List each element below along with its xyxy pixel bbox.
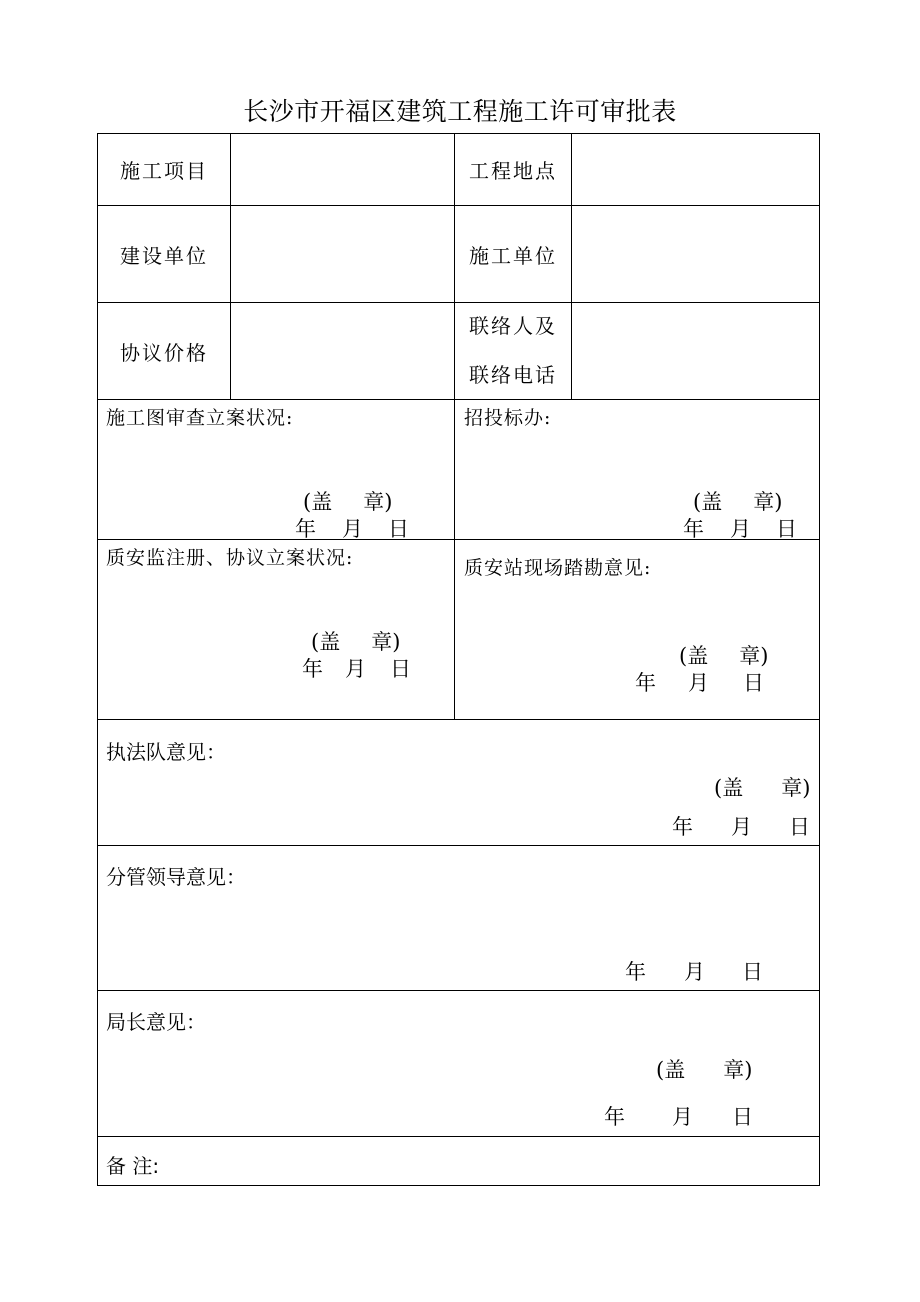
seal-close: 章) [753,490,783,514]
seal-open: (盖 [311,630,341,654]
form-title: 长沙市开福区建筑工程施工许可审批表 [243,97,677,126]
row-divider [97,399,820,400]
month-label: 月 [688,671,709,695]
date-line [635,667,775,693]
year-label: 年 [604,1105,625,1129]
remarks-heading: 备 注: [106,1154,160,1178]
contact-label [455,303,571,399]
year-label: 年 [683,517,704,541]
seal-open: (盖 [303,490,333,514]
seal-close: 章) [363,490,393,514]
day-label: 日 [390,657,411,681]
price-label: 协议价格 [120,340,208,365]
month-label: 月 [342,517,363,541]
project-label: 施工项目 [120,159,208,183]
month-label: 月 [684,960,705,984]
seal-placeholder [656,1054,752,1084]
seal-placeholder [303,486,392,516]
location-field[interactable] [572,134,819,205]
seal-close: 章) [723,1058,753,1082]
seal-open: (盖 [693,490,723,514]
seal-placeholder [714,772,810,802]
border-right [819,133,820,1186]
date-line [604,1101,764,1127]
contractor-field[interactable] [572,206,819,302]
contact-field[interactable] [572,303,819,399]
date-line [625,956,775,982]
day-label: 日 [789,815,810,839]
month-label: 月 [672,1105,693,1129]
price-field[interactable] [231,303,454,399]
seal-placeholder [679,640,768,670]
project-field[interactable] [231,134,454,205]
law-enforcement-heading: 执法队意见： [106,740,226,764]
director-heading: 局长意见： [106,1010,206,1034]
year-label: 年 [625,960,646,984]
developer-field[interactable] [231,206,454,302]
day-label: 日 [743,671,764,695]
developer-label: 建设单位 [120,243,208,268]
contact-label-line2: 联络电话 [469,363,557,387]
row-divider [97,539,820,540]
month-label: 月 [731,815,752,839]
contact-label-line1: 联络人及 [469,314,557,338]
seal-placeholder [311,626,400,656]
day-label: 日 [742,960,763,984]
month-label: 月 [730,517,751,541]
quality-registration-heading: 质安监注册、协议立案状况: [106,547,354,569]
seal-close: 章) [371,630,401,654]
site-inspection-heading: 质安站现场踏勘意见: [464,557,652,579]
year-label: 年 [635,671,656,695]
month-label: 月 [345,657,366,681]
drawing-review-heading: 施工图审查立案状况: [106,407,294,429]
day-label: 日 [388,517,409,541]
year-label: 年 [672,815,693,839]
year-label: 年 [302,657,323,681]
seal-placeholder [693,486,782,516]
seal-open: (盖 [714,776,744,800]
bidding-office-heading: 招投标办: [464,407,552,429]
day-label: 日 [732,1105,753,1129]
date-line [302,653,422,679]
seal-close: 章) [739,644,769,668]
division-leader-heading: 分管领导意见： [106,865,246,889]
row-divider [97,1136,820,1137]
seal-close: 章) [781,776,811,800]
border-bottom [97,1185,820,1186]
row-divider [97,719,820,720]
day-label: 日 [776,517,797,541]
contractor-label: 施工单位 [469,243,557,268]
location-label: 工程地点 [469,159,557,183]
row-divider [97,990,820,991]
year-label: 年 [295,517,316,541]
approval-form [97,133,820,1186]
date-line [683,513,803,539]
row-divider [97,845,820,846]
date-line [295,513,415,539]
date-line [672,811,812,837]
seal-open: (盖 [679,644,709,668]
seal-open: (盖 [656,1058,686,1082]
